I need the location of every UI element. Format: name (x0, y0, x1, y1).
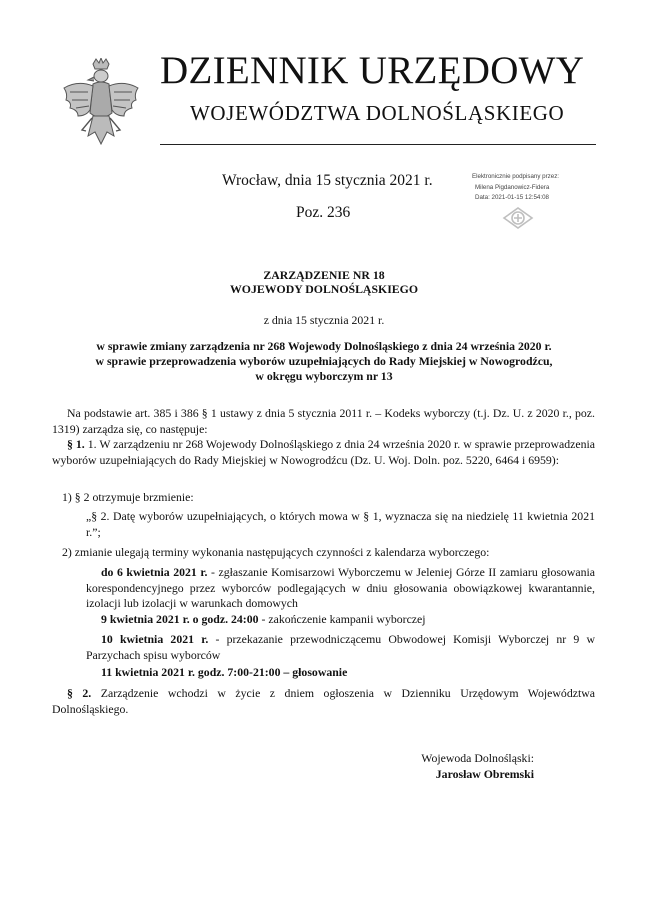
calendar-event (86, 565, 595, 612)
calendar-event (86, 665, 595, 681)
signature-date: Data: 2021-01-15 12:54:08 (475, 194, 549, 201)
signature-signer: Milena Pigdanowicz-Fidera (475, 183, 550, 191)
section-2-label: § 2. (67, 686, 92, 700)
ordinance-title (40, 268, 608, 296)
subject-line: w sprawie zmiany zarządzenia nr 268 Wojewody Dolnośląskiego z dnia 24 września 2020 r. (96, 339, 552, 353)
quoted-amendment: „§ 2. Datę wyborów uzupełniających, o których mowa w § 1, wyznacza się na niedzielę 11 kwietnia 2021 r.”; (86, 509, 595, 539)
electronic-signature-note (472, 172, 592, 204)
header-divider (160, 144, 596, 145)
event-date: 9 kwietnia 2021 r. o godz. 24:00 (101, 612, 259, 626)
event-date: 10 kwietnia 2021 r. (101, 632, 209, 646)
ordinance-number: ZARZĄDZENIE NR 18 (263, 268, 385, 282)
position-number: Poz. 236 (296, 204, 351, 221)
section-2-text: Zarządzenie wchodzi w życie z dniem ogłoszenia w Dzienniku Urzędowym Województwa Dolnośląskiego. (52, 686, 595, 716)
signer-name: Jarosław Obremski (435, 767, 534, 781)
list-item: 2) zmianie ulegają terminy wykonania następujących czynności z kalendarza wyborczego: (62, 545, 490, 559)
event-text: - zakończenie kampanii wyborczej (258, 612, 426, 626)
journal-title: DZIENNIK URZĘDOWY (160, 49, 585, 92)
polish-eagle-emblem-icon (60, 58, 142, 150)
calendar-event (86, 612, 595, 628)
event-text: - zgłaszanie Komisarzowi Wyborczemu w Jeleniej Górze II zamiaru głosowania korespondencyjnego przez wyborców podlegających w dniu głosowania obowiązkowej kwarantannie, izolacji lub izolacji w warunkach domowych (86, 565, 595, 610)
signature-watermark-icon (500, 205, 536, 231)
calendar-event (86, 632, 595, 663)
event-text: - przekazanie przewodniczącemu Obwodowej Komisji Wyborczej nr 9 w Parzychach spisu wyborców (86, 632, 595, 662)
legal-basis-paragraph: Na podstawie art. 385 i 386 § 1 ustawy z dnia 5 stycznia 2011 r. – Kodeks wyborczy (t.j. Dz. U. z 2020 r., poz. 1319) zarządza się, co następuje: (52, 406, 595, 436)
list-item: 1) § 2 otrzymuje brzmienie: (62, 490, 194, 504)
event-date: 11 kwietnia 2021 r. godz. 7:00-21:00 – głosowanie (101, 665, 348, 679)
section-1-label: § 1. (67, 437, 85, 451)
signer-block (414, 750, 534, 782)
event-date: do 6 kwietnia 2021 r. (101, 565, 208, 579)
signer-role: Wojewoda Dolnośląski: (421, 751, 534, 765)
section-1-text: 1. W zarządzeniu nr 268 Wojewody Dolnośląskiego z dnia 24 września 2020 r. w sprawie przeprowadzenia wyborów uzupełniających do Rady Miejskiej w Nowogrodźcu (Dz. U. Woj. Doln. poz. 5220, 6464 i 6959): (52, 437, 595, 467)
signature-line: Elektronicznie podpisany przez: (472, 173, 560, 180)
ordinance-date: z dnia 15 stycznia 2021 r. (263, 313, 385, 327)
section-2-paragraph (52, 686, 595, 717)
ordinance-subject (40, 339, 608, 384)
subject-line: w sprawie przeprowadzenia wyborów uzupełniających do Rady Miejskiej w Nowogrodźcu, (95, 354, 553, 368)
journal-subtitle: WOJEWÓDZTWA DOLNOŚLĄSKIEGO (190, 101, 565, 125)
publication-date: Wrocław, dnia 15 stycznia 2021 r. (222, 172, 433, 189)
ordinance-issuer: WOJEWODY DOLNOŚLĄSKIEGO (229, 282, 419, 296)
section-1-paragraph (52, 437, 595, 468)
subject-line: w okręgu wyborczym nr 13 (255, 369, 393, 383)
